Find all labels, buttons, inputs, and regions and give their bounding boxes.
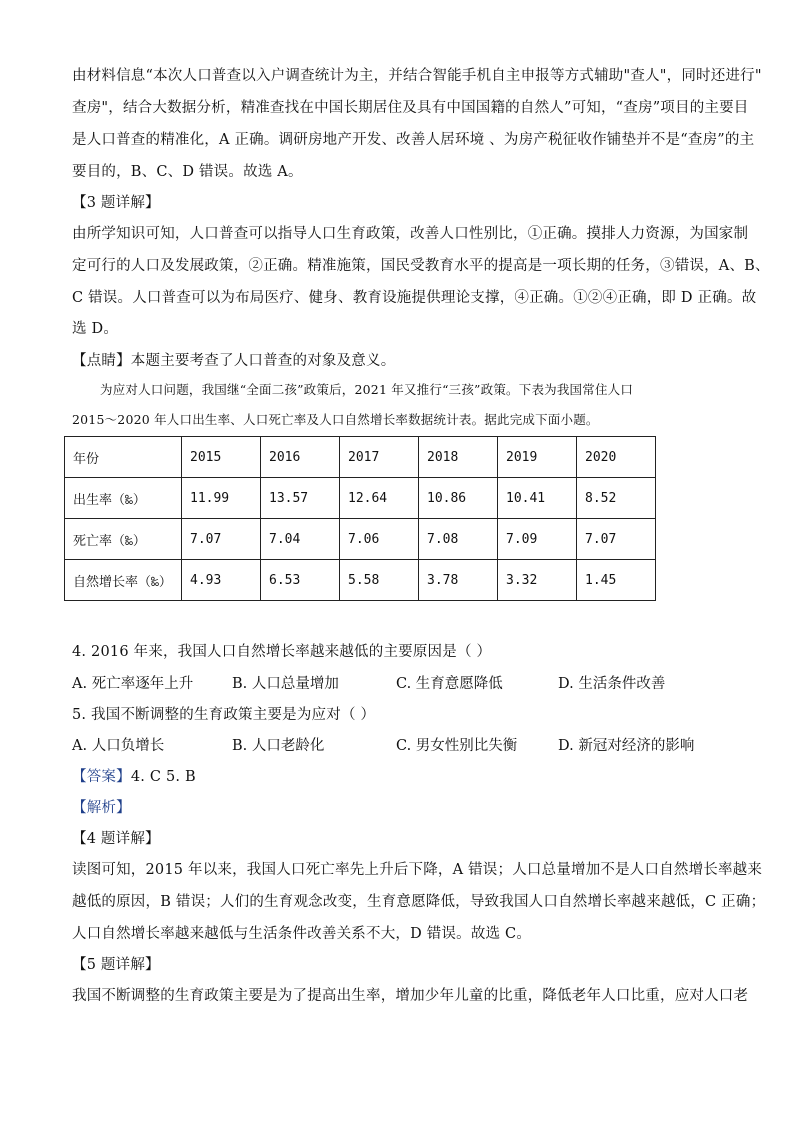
option-d: D. 新冠对经济的影响 xyxy=(558,738,695,754)
question-4-options xyxy=(72,674,732,694)
question-5-options xyxy=(72,736,732,756)
comment-line: 【点睛】本题主要考查了人口普查的对象及意义。 xyxy=(72,353,396,369)
table-cell: 7.09 xyxy=(498,519,577,560)
table-cell: 7.04 xyxy=(261,519,340,560)
table-row xyxy=(65,560,656,601)
option-b: B. 人口总量增加 xyxy=(232,676,339,692)
paragraph-line: 越低的原因，B 错误；人们的生育观念改变，生育意愿降低，导致我国人口自然增长率越来越低，C 正确； xyxy=(72,894,766,910)
section-heading-q4: 【4 题详解】 xyxy=(72,831,160,847)
paragraph-line: 人口自然增长率越来越低与生活条件改善关系不大，D 错误。故选 C。 xyxy=(72,926,532,942)
table-cell: 出生率（‰） xyxy=(65,478,182,519)
population-rate-table xyxy=(64,436,656,601)
table-cell: 2015 xyxy=(182,437,261,478)
option-b: B. 人口老龄化 xyxy=(232,738,325,754)
option-c: C. 生育意愿降低 xyxy=(396,676,503,692)
paragraph-line: 要目的，B、C、D 错误。故选 A。 xyxy=(72,164,303,180)
table-cell: 10.86 xyxy=(419,478,498,519)
paragraph-line: 查房"，结合大数据分析，精准查找在中国长期居住及具有中国国籍的自然人”可知，“查房”项目的主要目 xyxy=(72,100,749,116)
table-cell: 5.58 xyxy=(340,560,419,601)
table-cell: 12.64 xyxy=(340,478,419,519)
table-cell: 11.99 xyxy=(182,478,261,519)
paragraph-line: 是人口普查的精准化，A 正确。调研房地产开发、改善人居环境 、为房产税征收作铺垫并不是“查房”的主 xyxy=(72,132,755,148)
table-cell: 4.93 xyxy=(182,560,261,601)
paragraph-line: 我国不断调整的生育政策主要是为了提高出生率，增加少年儿童的比重，降低老年人口比重，应对人口老 xyxy=(72,988,749,1004)
paragraph-line: 选 D。 xyxy=(72,321,119,337)
table-header-row xyxy=(65,437,656,478)
table-cell: 自然增长率（‰） xyxy=(65,560,182,601)
table-cell: 1.45 xyxy=(577,560,656,601)
table-cell: 7.07 xyxy=(182,519,261,560)
paragraph-line: C 错误。人口普查可以为布局医疗、健身、教育设施提供理论支撑，④正确。①②④正确，即 D 正确。故 xyxy=(72,290,757,306)
question-4-stem: 4. 2016 年来，我国人口自然增长率越来越低的主要原因是（ ） xyxy=(72,644,492,660)
table-cell: 8.52 xyxy=(577,478,656,519)
paragraph-line: 由所学知识可知，人口普查可以指导人口生育政策，改善人口性别比，①正确。摸排人力资源，为国家制 xyxy=(72,226,749,242)
table-cell: 7.08 xyxy=(419,519,498,560)
question-5-stem: 5. 我国不断调整的生育政策主要是为应对（ ） xyxy=(72,707,376,723)
analysis-tag: 【解析】 xyxy=(72,800,131,816)
table-cell: 年份 xyxy=(65,437,182,478)
table-cell: 2020 xyxy=(577,437,656,478)
paragraph-line: 定可行的人口及发展政策，②正确。精准施策，国民受教育水平的提高是一项长期的任务，③错误，A、B、 xyxy=(72,258,770,274)
answer-tag: 【答案】 xyxy=(72,769,131,785)
table-cell: 10.41 xyxy=(498,478,577,519)
section-heading-q5: 【5 题详解】 xyxy=(72,957,160,973)
table-cell: 2017 xyxy=(340,437,419,478)
table-row xyxy=(65,478,656,519)
option-c: C. 男女性别比失衡 xyxy=(396,738,518,754)
table-cell: 2018 xyxy=(419,437,498,478)
answer-line xyxy=(72,767,732,787)
paragraph-line: 读图可知，2015 年以来，我国人口死亡率先上升后下降，A 错误；人口总量增加不是人口自然增长率越来 xyxy=(72,862,763,878)
table-cell: 2016 xyxy=(261,437,340,478)
intro-line: 2015～2020 年人口出生率、人口死亡率及人口自然增长率数据统计表。据此完成下面小题。 xyxy=(72,412,599,427)
option-a: A. 死亡率逐年上升 xyxy=(72,676,194,692)
table-cell: 6.53 xyxy=(261,560,340,601)
table-cell: 3.78 xyxy=(419,560,498,601)
option-d: D. 生活条件改善 xyxy=(558,676,666,692)
table-row xyxy=(65,519,656,560)
section-heading-q3: 【3 题详解】 xyxy=(72,195,160,211)
table-cell: 7.07 xyxy=(577,519,656,560)
option-a: A. 人口负增长 xyxy=(72,738,165,754)
table-cell: 死亡率（‰） xyxy=(65,519,182,560)
answer-value: 4. C 5. B xyxy=(130,769,196,785)
table-cell: 7.06 xyxy=(340,519,419,560)
table-cell: 13.57 xyxy=(261,478,340,519)
intro-line: 为应对人口问题，我国继“全面二孩”政策后，2021 年又推行“三孩”政策。下表为我国常住人口 xyxy=(100,382,634,397)
table-cell: 2019 xyxy=(498,437,577,478)
table-cell: 3.32 xyxy=(498,560,577,601)
paragraph-line: 由材料信息“本次人口普查以入户调查统计为主，并结合智能手机自主申报等方式辅助"查人"，同时还进行" xyxy=(72,68,762,84)
